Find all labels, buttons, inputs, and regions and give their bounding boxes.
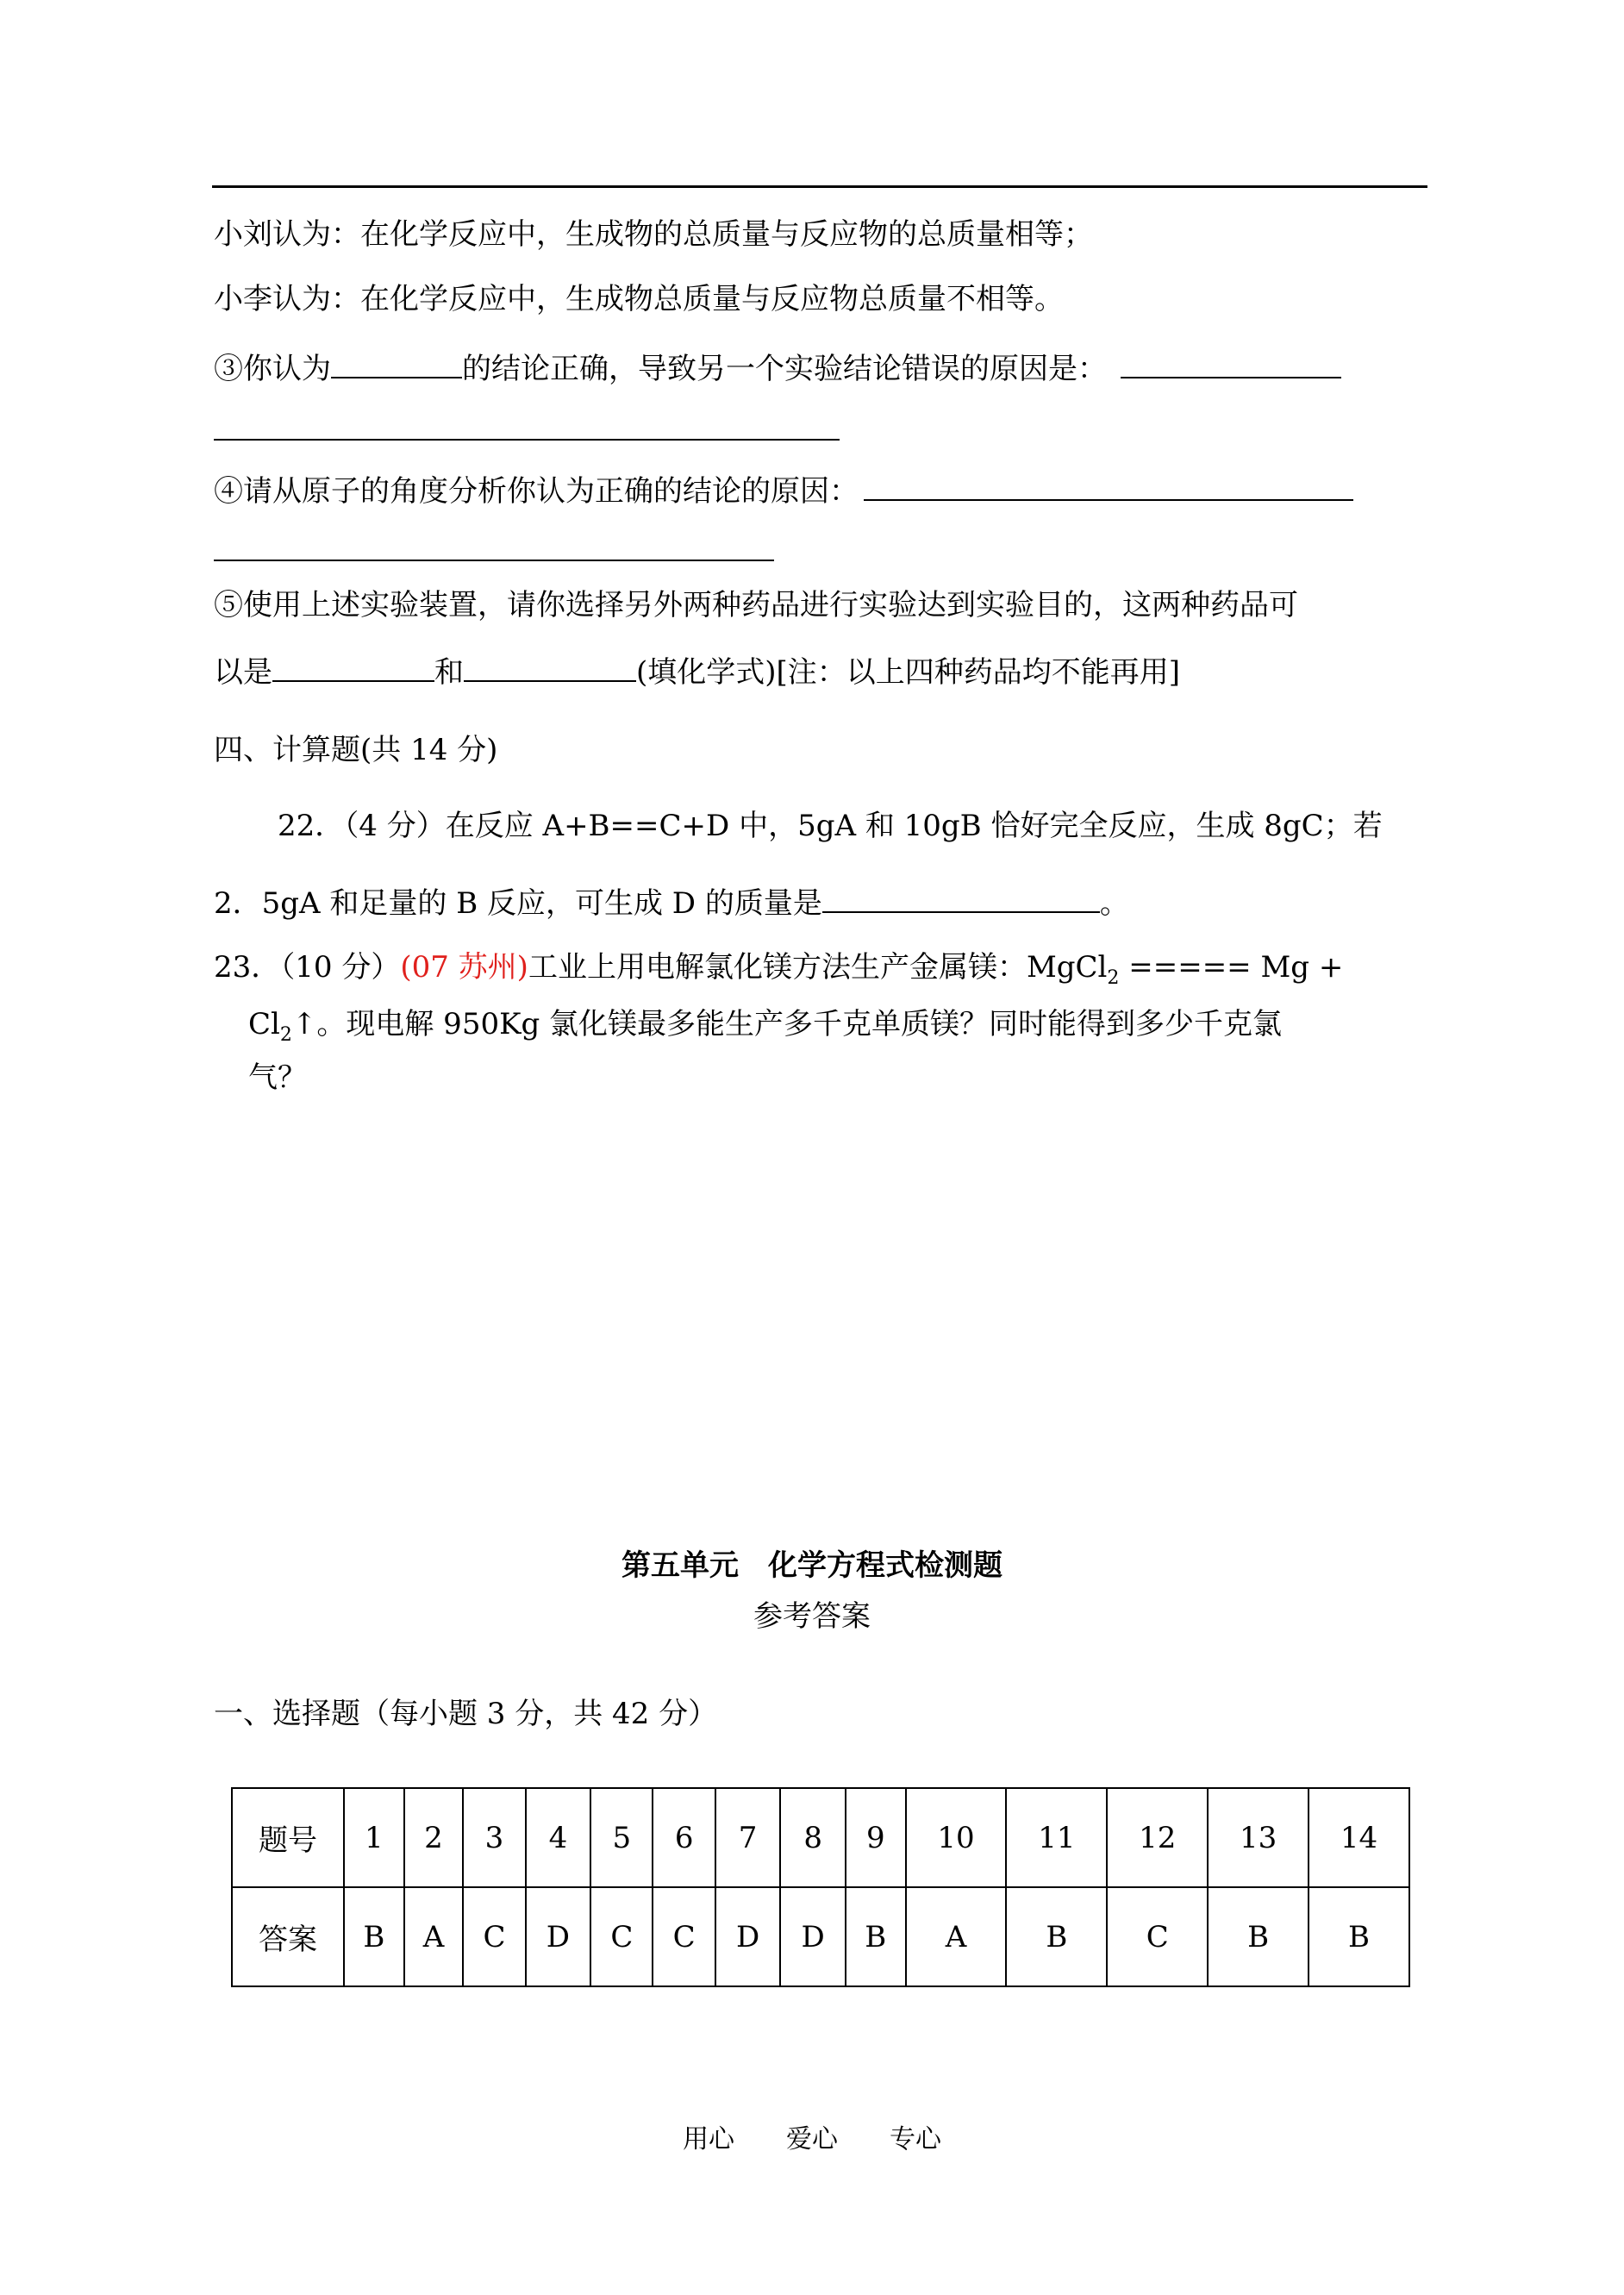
question-number-cell: 7 — [715, 1788, 781, 1887]
question-5: ⑤使用上述实验装置，请你选择另外两种药品进行实验达到实验目的，这两种药品可 — [214, 588, 1298, 622]
blank-error-reason[interactable] — [1121, 347, 1341, 378]
footer-text: 用心 爱心 专心 — [683, 2124, 941, 2154]
question-number-cell: 1 — [344, 1788, 404, 1887]
question-number-cell: 12 — [1107, 1788, 1208, 1887]
chlorine-symbol: Cl — [248, 1007, 280, 1041]
answer-cell: D — [715, 1887, 781, 1986]
question-23-text-2: ↑。现电解 950Kg 氯化镁最多能生产多千克单质镁？同时能得到多少千克氯 — [291, 1007, 1283, 1041]
question-5-label: 以是 — [214, 655, 272, 690]
answer-cell: A — [906, 1887, 1007, 1986]
answer-cell: C — [1107, 1887, 1208, 1986]
question-23 — [214, 948, 1343, 997]
answer-cell: C — [590, 1887, 653, 1986]
text-line-xiaoli: 小李认为：在化学反应中，生成物总质量与反应物总质量不相等。 — [214, 282, 1064, 316]
question-number-cell: 4 — [526, 1788, 591, 1887]
answer-table-row-numbers — [232, 1788, 1409, 1887]
blank-chemical-2[interactable] — [464, 651, 636, 682]
answer-table-row-answers — [232, 1887, 1409, 1986]
question-22: 22．（4 分）在反应 A+B==C+D 中，5gA 和 10gB 恰好完全反应，生成 8gC；若 — [278, 809, 1383, 843]
blank-chemical-1[interactable] — [272, 651, 434, 682]
question-3 — [214, 347, 1341, 388]
question-23-end: 气？ — [248, 1060, 307, 1095]
question-23-label: 23．（10 分） — [214, 950, 401, 985]
question-number-cell: 10 — [906, 1788, 1007, 1887]
answer-cell: A — [404, 1887, 464, 1986]
question-22-end: 。 — [1099, 886, 1129, 921]
answer-cell: B — [344, 1887, 404, 1986]
question-23-equation: ===== Mg + — [1119, 950, 1344, 985]
question-22-text: 2．5gA 和足量的 B 反应，可生成 D 的质量是 — [214, 886, 822, 921]
question-4-text: ④请从原子的角度分析你认为正确的结论的原因： — [214, 474, 859, 509]
question-3-label: ③你认为 — [214, 352, 331, 386]
text-line-xiaoliu: 小刘认为：在化学反应中，生成物的总质量与反应物的总质量相等； — [214, 217, 1093, 252]
question-5-note: (填化学式)[注：以上四种药品均不能再用] — [636, 655, 1181, 690]
subscript-2b: 2 — [279, 1023, 292, 1046]
blank-atom-reason[interactable] — [864, 470, 1353, 501]
answer-cell: B — [846, 1887, 906, 1986]
subscript-2: 2 — [1107, 966, 1120, 989]
question-23-text: 工业上用电解氯化镁方法生产金属镁：MgCl — [528, 950, 1108, 985]
blank-correct-conclusion[interactable] — [331, 347, 462, 378]
question-5-cont — [214, 651, 1180, 691]
question-3-text: 的结论正确，导致另一个实验结论错误的原因是： — [462, 352, 1107, 386]
blank-mass-d[interactable] — [822, 882, 1100, 913]
question-number-cell: 2 — [404, 1788, 464, 1887]
question-number-cell: 8 — [780, 1788, 846, 1887]
question-number-cell: 13 — [1208, 1788, 1309, 1887]
answer-subtitle: 参考答案 — [753, 1599, 871, 1634]
question-number-cell: 11 — [1006, 1788, 1107, 1887]
answer-cell: C — [653, 1887, 715, 1986]
blank-atom-reason-cont[interactable] — [214, 560, 774, 561]
blank-error-reason-cont[interactable] — [214, 439, 840, 441]
question-22-cont — [214, 882, 1129, 922]
row-label-answer: 答案 — [232, 1887, 344, 1986]
question-5-and: 和 — [434, 655, 464, 690]
question-23-source: (07 苏州) — [400, 950, 528, 985]
answer-table — [231, 1787, 1410, 1987]
question-number-cell: 3 — [463, 1788, 525, 1887]
question-23-cont — [248, 1005, 1282, 1054]
answer-cell: B — [1208, 1887, 1309, 1986]
answer-part-1-heading: 一、选择题（每小题 3 分，共 42 分） — [214, 1697, 718, 1731]
question-number-cell: 14 — [1309, 1788, 1409, 1887]
question-number-cell: 5 — [590, 1788, 653, 1887]
question-number-cell: 9 — [846, 1788, 906, 1887]
question-number-cell: 6 — [653, 1788, 715, 1887]
answer-cell: B — [1006, 1887, 1107, 1986]
answer-cell: D — [780, 1887, 846, 1986]
row-label-number: 题号 — [232, 1788, 344, 1887]
answer-cell: C — [463, 1887, 525, 1986]
header-rule — [212, 185, 1427, 188]
answer-cell: B — [1309, 1887, 1409, 1986]
question-4 — [214, 470, 1353, 510]
answer-title: 第五单元 化学方程式检测题 — [621, 1548, 1003, 1583]
answer-cell: D — [526, 1887, 591, 1986]
section-4-heading: 四、计算题(共 14 分) — [214, 733, 498, 767]
